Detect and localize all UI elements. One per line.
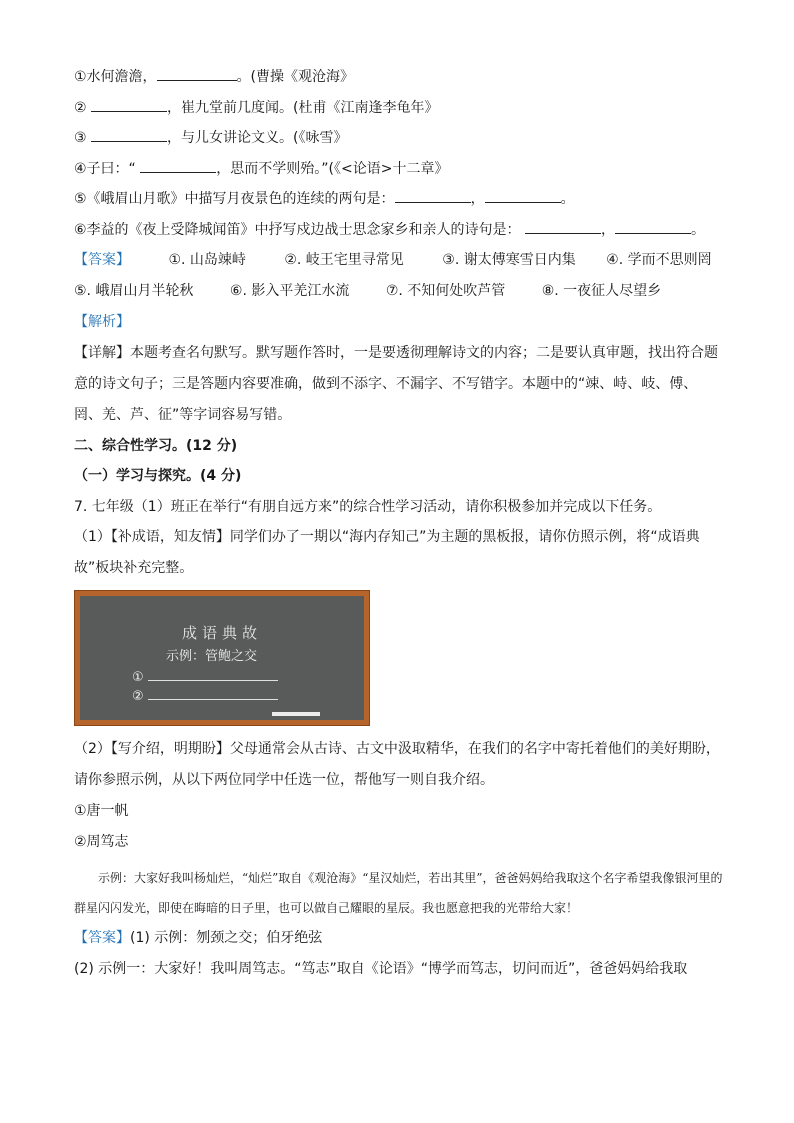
dictation-q5 bbox=[74, 184, 724, 215]
q3-suffix: ，与儿女讲论文义。(《咏雪》 bbox=[167, 130, 348, 146]
dictation-q3 bbox=[74, 123, 724, 154]
section-heading: 二、综合性学习。(12 分) bbox=[74, 437, 238, 454]
line-number: ① bbox=[132, 670, 144, 685]
dictation-q4 bbox=[74, 154, 724, 185]
q5-suffix: 。 bbox=[560, 191, 575, 207]
answer-text: (1) 示例：刎颈之交；伯牙绝弦 bbox=[130, 930, 323, 946]
answer-row-1 bbox=[74, 245, 724, 276]
chalk-blank bbox=[148, 687, 278, 700]
answer-item: ②. 岐王宅里寻常见 bbox=[284, 252, 404, 268]
blackboard-line-2 bbox=[132, 687, 278, 704]
answer-blank bbox=[140, 157, 216, 173]
answer-item: ⑧. 一夜征人尽望乡 bbox=[541, 283, 662, 299]
blackboard-title: 成语典故 bbox=[181, 624, 262, 642]
blackboard-surface bbox=[80, 596, 364, 720]
answer-blank bbox=[615, 218, 691, 234]
task-1: （1）【补成语，知友情】同学们办了一期以“海内存知己”为主题的黑板报，请你仿照示例，将“成语典故”板块补充完整。 bbox=[74, 529, 700, 576]
q5-separator: ， bbox=[470, 191, 485, 207]
q6-prefix: ⑥李益的《夜上受降城闻笛》中抒写戍边战士思念家乡和亲人的诗句是： bbox=[74, 221, 525, 238]
answer-blank bbox=[485, 187, 561, 203]
student-name-1: ①唐一帆 bbox=[74, 803, 129, 819]
analysis-tag: 【解析】 bbox=[74, 314, 130, 330]
answer-blank bbox=[157, 65, 237, 81]
answer-blank bbox=[395, 187, 471, 203]
sample-introduction bbox=[74, 863, 724, 923]
answer-tag: 【答案】 bbox=[74, 930, 130, 946]
answer-tag: 【答案】 bbox=[74, 252, 130, 268]
line-number: ② bbox=[132, 689, 144, 704]
analysis-detail: 【详解】本题考查名句默写。默写题作答时，一是要透彻理解诗文的内容；二是要认真审题，找出符合题意的诗文句子；三是答题内容要准确，做到不添字、不漏字、不写错字。本题中的“竦、峙、岐、傅、罔、羌、芦、征”等字词容易写错。 bbox=[74, 344, 718, 423]
q4-suffix: ，思而不学则殆。”(《<论语>十二章》 bbox=[216, 160, 449, 177]
answer-7-2: (2) 示例一：大家好！我叫周笃志。“笃志”取自《论语》“博学而笃志，切问而近”，爸爸妈妈给我取 bbox=[74, 960, 688, 977]
q6-suffix: 。 bbox=[691, 221, 705, 238]
dictation-q1 bbox=[74, 62, 724, 93]
answer-item: ⑤. 峨眉山月半轮秋 bbox=[74, 283, 194, 299]
blackboard-line-1 bbox=[132, 668, 278, 685]
question-7: 7. 七年级（1）班正在举行“有朋自远方来”的综合性学习活动，请你积极参加并完成以下任务。 bbox=[74, 498, 662, 515]
q5-prefix: ⑤《峨眉山月歌》中描写月夜景色的连续的两句是： bbox=[74, 191, 395, 207]
answer-blank bbox=[91, 126, 167, 142]
answer-blank bbox=[91, 96, 167, 112]
answer-item: ①. 山岛竦峙 bbox=[168, 252, 246, 268]
answer-row-2 bbox=[74, 276, 724, 307]
answer-item: ⑥. 影入平羌江水流 bbox=[229, 283, 350, 299]
task-2: （2）【写介绍，明期盼】父母通常会从古诗、古文中汲取精华，在我们的名字中寄托着他们的美好期盼，请你参照示例，从以下两位同学中任选一位，帮他写一则自我介绍。 bbox=[74, 741, 720, 788]
blackboard-example: 示例：管鲍之交 bbox=[166, 649, 258, 664]
dictation-q2 bbox=[74, 93, 724, 124]
document-page bbox=[74, 62, 724, 984]
q3-prefix: ③ bbox=[74, 130, 92, 146]
answer-item: ⑦. 不知何处吹芦管 bbox=[385, 283, 506, 299]
dictation-q6 bbox=[74, 215, 724, 246]
q1-prefix: ①水何澹澹， bbox=[74, 69, 157, 85]
answer-item: ④. 学而不思则罔 bbox=[606, 252, 712, 268]
answer-item: ③. 谢太傅寒雪日内集 bbox=[442, 252, 576, 268]
q2-suffix: ，崔九堂前几度闻。(杜甫《江南逢李龟年》 bbox=[167, 99, 439, 116]
answer-blank bbox=[525, 218, 601, 234]
student-name-2: ②周笃志 bbox=[74, 833, 129, 850]
chalk-icon bbox=[272, 712, 320, 716]
chalk-blank bbox=[148, 668, 278, 681]
q4-prefix: ④子曰：“ bbox=[74, 160, 141, 177]
q2-prefix: ② bbox=[74, 99, 92, 116]
sample-text: 示例：大家好我叫杨灿烂，“灿烂”取自《观沧海》“星汉灿烂，若出其里”，爸爸妈妈给我取这个名字希望我像银河里的群星闪闪发光，即使在晦暗的日子里，也可以做自己耀眼的星辰。我也愿意把我的光带给大家！ bbox=[74, 871, 723, 915]
q6-separator: ， bbox=[601, 221, 615, 238]
q1-suffix: 。(曹操《观沧海》 bbox=[236, 69, 355, 85]
answer-7-1 bbox=[74, 923, 724, 954]
subsection-heading: （一）学习与探究。(4 分) bbox=[74, 468, 242, 484]
blackboard-image bbox=[74, 590, 370, 726]
